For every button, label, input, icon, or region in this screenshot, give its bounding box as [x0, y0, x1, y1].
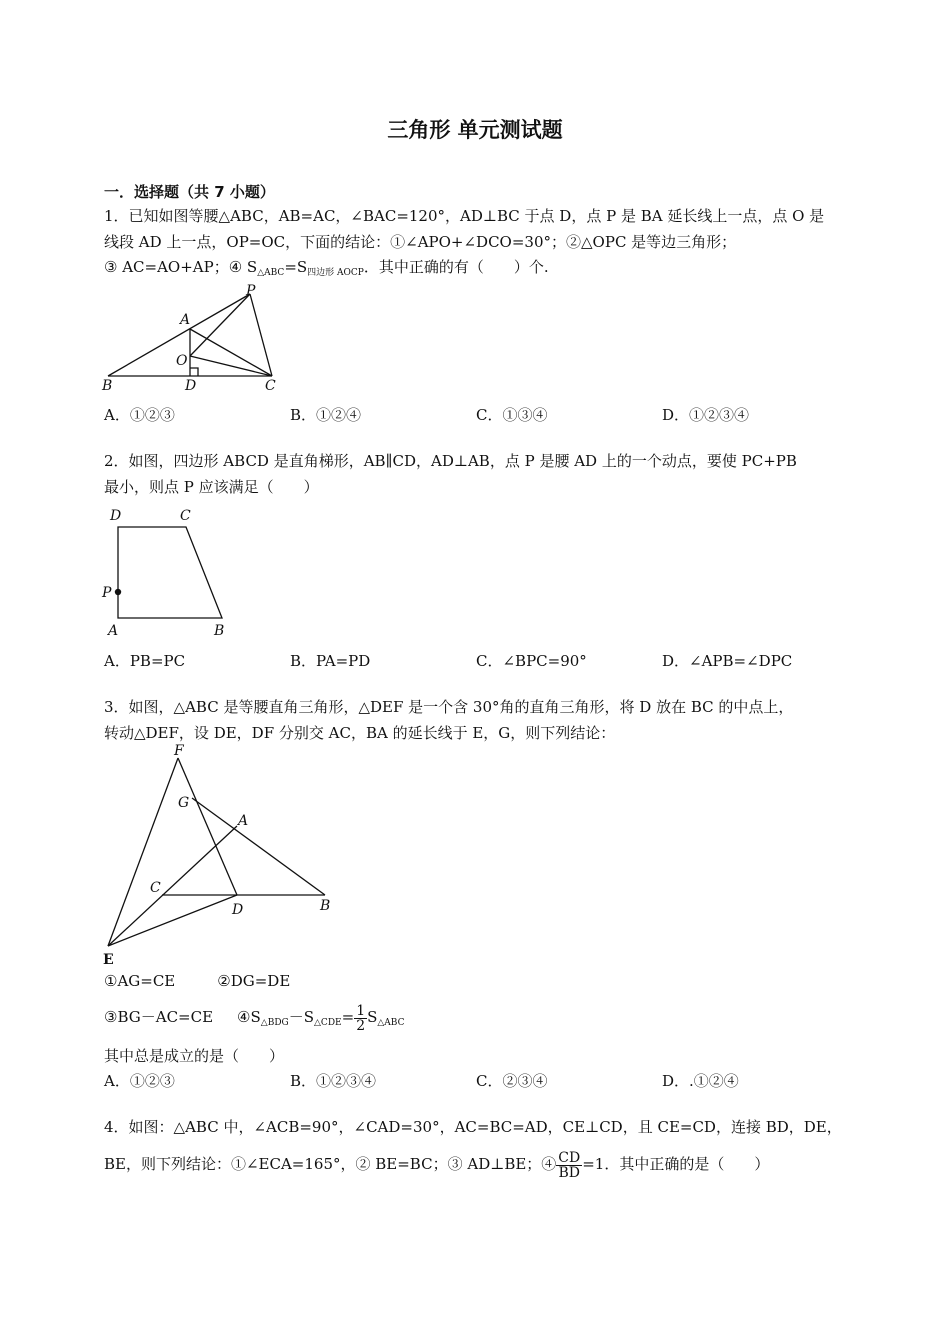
q2-label-d: D: [110, 508, 122, 524]
q3-label-c: C: [150, 880, 161, 896]
q3-line-1: 3．如图，△ABC 是等腰直角三角形，△DEF 是一个含 30°角的直角三角形，将 D 放在 BC 的中点上，: [104, 698, 794, 716]
q2-option-b[interactable]: B．PA=PD: [290, 652, 371, 670]
q3-conclusion-3: ③BG－AC=CE: [104, 1008, 214, 1026]
q3-c4d: S: [367, 1008, 378, 1026]
q3-c4c: =: [341, 1008, 355, 1026]
q2-label-a: A: [108, 623, 119, 639]
q4-fraction: [556, 1151, 582, 1180]
q3-option-a[interactable]: A．①②③: [104, 1072, 175, 1090]
page-title: 三角形 单元测试题: [387, 118, 563, 142]
q3-line-3: 其中总是成立的是（ ）: [104, 1047, 285, 1065]
q2-figure: [100, 505, 240, 643]
q4-line-2: [104, 1146, 769, 1182]
q3-option-d[interactable]: D．.①②④: [662, 1072, 739, 1090]
q1-label-d: D: [185, 378, 197, 394]
q3-option-b[interactable]: B．①②③④: [290, 1072, 377, 1090]
q3-fraction-half: [354, 1004, 367, 1033]
q4-fraction-num: CD: [558, 1149, 581, 1166]
q3-label-b: B: [320, 898, 331, 914]
q1-option-b[interactable]: B．①②④: [290, 406, 362, 424]
q4-fraction-den: BD: [558, 1164, 581, 1181]
q1-option-a[interactable]: A．①②③: [104, 406, 175, 424]
q2-label-b: B: [214, 623, 225, 639]
q3-c4-sub-cde: △CDE: [314, 1018, 342, 1028]
q2-label-c: C: [180, 508, 191, 524]
q3-conclusion-row-2: [104, 1000, 404, 1040]
q2-option-c[interactable]: C．∠BPC=90°: [476, 652, 587, 670]
q3-label-e: E: [103, 952, 114, 968]
q3-line-2: 转动△DEF，设 DE，DF 分别交 AC，BA 的延长线于 E，G，则下列结论：: [104, 724, 616, 742]
q1-label-o: O: [176, 353, 188, 369]
q2-line-2: 最小，则点 P 应该满足（ ）: [104, 478, 319, 496]
q1-label-c: C: [265, 378, 276, 394]
q1-line-2: 线段 AD 上一点，OP=OC，下面的结论：①∠APO+∠DCO=30°；②△OPC 是等边三角形；: [104, 233, 737, 251]
section-heading: 一．选择题（共 7 小题）: [104, 183, 275, 201]
q1-sub-abc: △ABC: [257, 268, 285, 278]
q3-figure: [100, 738, 345, 968]
q3-label-d: D: [232, 902, 244, 918]
q3-label-g: G: [178, 795, 190, 811]
q1-figure: [100, 282, 290, 397]
q3-fraction-den: 2: [356, 1017, 366, 1034]
q4-line-2b: =1．其中正确的是（ ）: [582, 1155, 770, 1173]
q3-conclusion-2: ②DG=DE: [217, 972, 291, 990]
q1-line-3c: ．其中正确的有（ ）个.: [363, 258, 549, 276]
q1-line-3b: =S: [284, 258, 308, 276]
q3-conclusion-1: ①AG=CE: [104, 972, 176, 990]
q1-option-c[interactable]: C．①③④: [476, 406, 548, 424]
q4-line-1: 4．如图：△ABC 中，∠ACB=90°，∠CAD=30°，AC=BC=AD，CE⊥CD，且 CE=CD，连接 BD，DE，: [104, 1118, 842, 1136]
q3-c4-sub-abc: △ABC: [377, 1018, 405, 1028]
q4-line-2a: BE，则下列结论：①∠ECA=165°，② BE=BC；③ AD⊥BE；④: [104, 1155, 557, 1173]
q3-option-c[interactable]: C．②③④: [476, 1072, 548, 1090]
q1-label-p: P: [246, 283, 256, 299]
q1-line-3a: ③ AC=AO+AP；④ S: [104, 258, 258, 276]
q2-label-p: P: [102, 585, 112, 601]
q3-c4-sub-bdg: △BDG: [260, 1018, 289, 1028]
q1-line-1: 1．已知如图等腰△ABC，AB=AC，∠BAC=120°，AD⊥BC 于点 D，点 P 是 BA 延长线上一点，点 O 是: [104, 207, 825, 225]
q1-sub-aocp: 四边形 AOCP: [307, 268, 364, 278]
q3-c4a: ④S: [237, 1008, 261, 1026]
q3-fraction-num: 1: [356, 1002, 366, 1019]
q3-label-f: F: [174, 743, 184, 759]
q3-conclusion-row-1: [104, 971, 290, 991]
q3-c4b: －S: [288, 1008, 315, 1026]
q2-line-1: 2．如图，四边形 ABCD 是直角梯形，AB∥CD，AD⊥AB，点 P 是腰 AD 上的一个动点，要使 PC+PB: [104, 452, 797, 470]
q1-label-b: B: [102, 378, 113, 394]
q1-option-d[interactable]: D．①②③④: [662, 406, 750, 424]
q3-label-a: A: [238, 813, 249, 829]
q2-option-a[interactable]: A．PB=PC: [104, 652, 186, 670]
q1-line-3: [104, 257, 549, 283]
q1-label-a: A: [180, 312, 191, 328]
q2-option-d[interactable]: D．∠APB=∠DPC: [662, 652, 793, 670]
